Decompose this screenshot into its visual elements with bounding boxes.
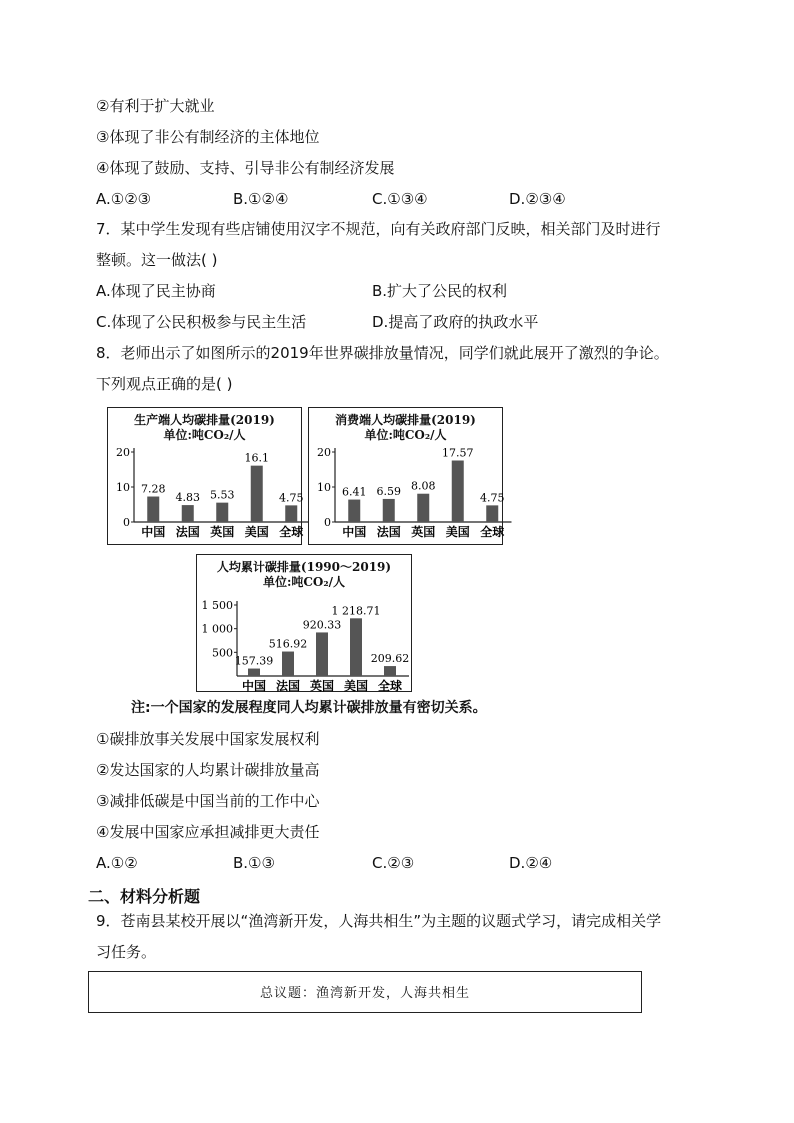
q7-stem-line1: 7．某中学生发现有些店铺使用汉字不规范，向有关政府部门反映，相关部门及时进行 xyxy=(96,220,661,238)
data-label: 6.41 xyxy=(342,485,367,499)
q8-item-4: ④发展中国家应承担减排更大责任 xyxy=(96,823,320,841)
bar xyxy=(285,505,297,522)
bar xyxy=(383,499,395,522)
chart-title: 消费端人均碳排量(2019) xyxy=(335,413,476,427)
q8-option-b[interactable]: B.①③ xyxy=(233,854,275,872)
q8-stem-line1: 8．老师出示了如图所示的2019年世界碳排放量情况，同学们就此展开了激烈的争论。 xyxy=(96,344,669,362)
category-label: 全球 xyxy=(377,679,403,693)
q7-option-c[interactable]: C.体现了公民积极参与民主生活 xyxy=(96,313,307,331)
q8-item-2: ②发达国家的人均累计碳排放量高 xyxy=(96,761,320,779)
q7-options-row1 xyxy=(96,281,716,301)
q9-stem-line1: 9．苍南县某校开展以“渔湾新开发，人海共相生”为主题的议题式学习，请完成相关学 xyxy=(96,912,662,930)
q6-item-4: ④体现了鼓励、支持、引导非公有制经济发展 xyxy=(96,159,395,177)
q7-option-a[interactable]: A.体现了民主协商 xyxy=(96,282,216,300)
category-label: 全球 xyxy=(279,525,304,539)
bar xyxy=(248,669,260,676)
category-label: 中国 xyxy=(241,679,267,693)
category-label: 美国 xyxy=(244,525,269,539)
category-label: 法国 xyxy=(175,525,200,539)
q6-options xyxy=(96,189,716,209)
category-label: 中国 xyxy=(342,525,367,539)
q6-option-c[interactable]: C.①③④ xyxy=(372,190,428,208)
bar xyxy=(452,461,464,522)
data-label: 5.53 xyxy=(210,488,235,502)
y-tick-label: 0 xyxy=(324,516,331,529)
bar xyxy=(417,494,429,522)
category-label: 全球 xyxy=(480,525,505,539)
data-label: 8.08 xyxy=(411,479,436,493)
chart-unit: 单位:吨CO₂/人 xyxy=(163,428,246,442)
data-label: 4.75 xyxy=(279,491,304,505)
data-label: 516.92 xyxy=(268,637,308,651)
chart-unit: 单位:吨CO₂/人 xyxy=(262,575,346,589)
q6-option-a[interactable]: A.①②③ xyxy=(96,190,152,208)
category-label: 法国 xyxy=(275,679,301,693)
chart-svg xyxy=(309,408,505,544)
section-heading: 二、材料分析题 xyxy=(88,887,201,906)
chart-cumulative-emissions xyxy=(196,554,412,692)
q8-option-a[interactable]: A.①② xyxy=(96,854,138,872)
q6-item-2: ②有利于扩大就业 xyxy=(96,97,215,115)
bar xyxy=(348,500,360,522)
q8-item-1: ①碳排放事关发展中国家发展权利 xyxy=(96,730,320,748)
data-label: 7.28 xyxy=(141,482,166,496)
y-tick-label: 1 500 xyxy=(201,599,233,612)
bar xyxy=(384,666,396,676)
category-label: 美国 xyxy=(343,679,369,693)
data-label: 209.62 xyxy=(370,652,410,666)
data-label: 17.57 xyxy=(442,446,474,460)
data-label: 4.75 xyxy=(480,491,505,505)
topic-title: 总议题：渔湾新开发，人海共相生 xyxy=(259,986,470,1001)
chart-title: 人均累计碳排量(1990～2019) xyxy=(216,560,392,574)
data-label: 1 218.71 xyxy=(331,604,381,618)
category-label: 法国 xyxy=(376,525,401,539)
q6-option-d[interactable]: D.②③④ xyxy=(509,190,566,208)
y-tick-label: 10 xyxy=(116,481,130,494)
q7-option-b[interactable]: B.扩大了公民的权利 xyxy=(372,282,508,300)
chart-consumption-emissions xyxy=(308,407,503,545)
chart-svg xyxy=(197,555,411,691)
bar xyxy=(182,505,194,522)
category-label: 英国 xyxy=(309,679,335,693)
chart-production-emissions xyxy=(107,407,302,545)
category-label: 中国 xyxy=(141,525,166,539)
q8-option-d[interactable]: D.②④ xyxy=(509,854,553,872)
topic-box xyxy=(88,971,642,1013)
data-label: 920.33 xyxy=(302,618,342,632)
data-label: 6.59 xyxy=(376,484,401,498)
q8-option-c[interactable]: C.②③ xyxy=(372,854,415,872)
data-label: 16.1 xyxy=(244,451,269,465)
chart-title: 生产端人均碳排量(2019) xyxy=(134,413,275,427)
y-tick-label: 1 000 xyxy=(201,622,233,636)
data-label: 4.83 xyxy=(175,491,200,505)
q8-stem-line2: 下列观点正确的是( ) xyxy=(96,375,233,393)
y-tick-label: 0 xyxy=(123,516,130,529)
category-label: 英国 xyxy=(411,525,436,539)
q7-options-row2 xyxy=(96,312,716,332)
q8-item-3: ③减排低碳是中国当前的工作中心 xyxy=(96,792,320,810)
bar xyxy=(350,618,362,676)
q7-option-d[interactable]: D.提高了政府的执政水平 xyxy=(372,313,539,331)
y-tick-label: 500 xyxy=(212,646,233,660)
y-tick-label: 20 xyxy=(116,446,130,459)
y-tick-label: 20 xyxy=(317,446,331,459)
q6-option-b[interactable]: B.①②④ xyxy=(233,190,289,208)
bar xyxy=(282,652,294,676)
bar xyxy=(486,505,498,522)
q8-options xyxy=(96,853,716,873)
data-label: 157.39 xyxy=(234,654,274,668)
y-tick-label: 10 xyxy=(317,481,331,494)
bar xyxy=(251,466,263,522)
bar xyxy=(147,497,159,522)
bar xyxy=(216,503,228,522)
chart-svg xyxy=(108,408,304,544)
category-label: 英国 xyxy=(210,525,235,539)
chart-unit: 单位:吨CO₂/人 xyxy=(364,428,447,442)
chart-note: 注:一个国家的发展程度同人均累计碳排放量有密切关系。 xyxy=(131,700,487,716)
bar xyxy=(316,632,328,676)
q6-item-3: ③体现了非公有制经济的主体地位 xyxy=(96,128,320,146)
q9-stem-line2: 习任务。 xyxy=(96,943,157,961)
category-label: 美国 xyxy=(445,525,470,539)
q7-stem-line2: 整顿。这一做法( ) xyxy=(96,251,218,269)
